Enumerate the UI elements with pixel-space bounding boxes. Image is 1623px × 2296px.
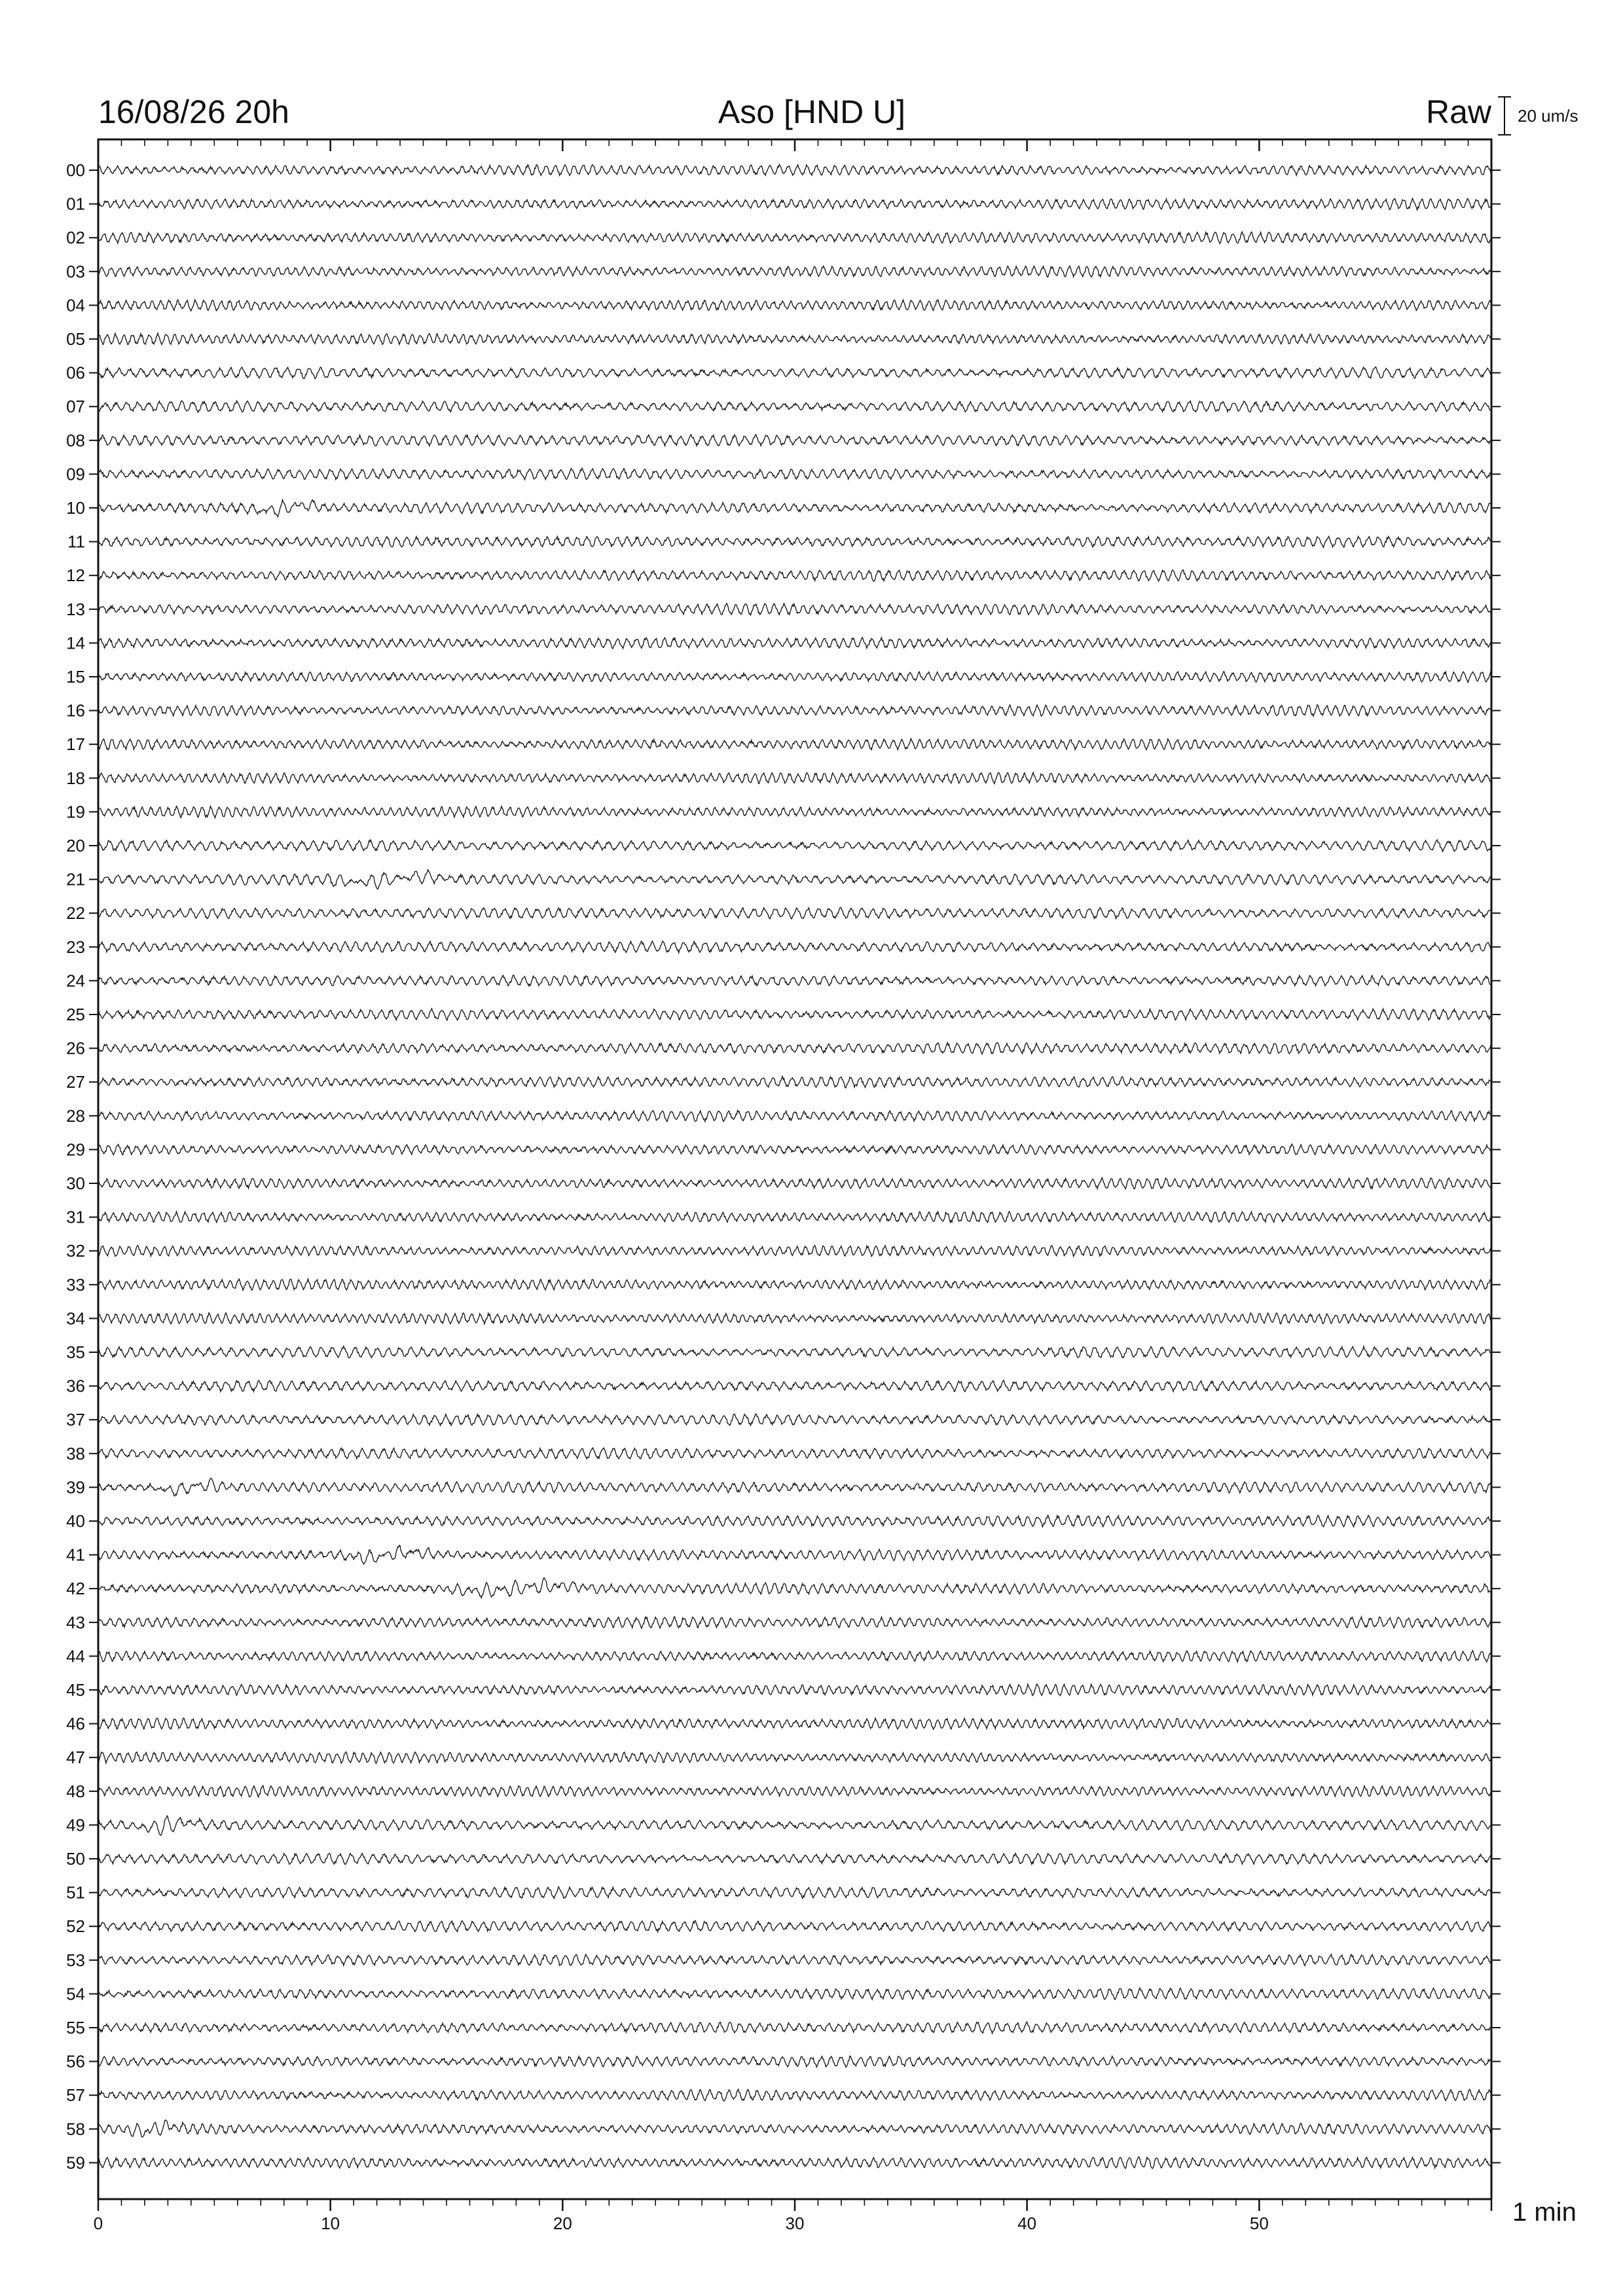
- row-label: 34: [66, 1308, 85, 1329]
- row-label: 41: [66, 1545, 85, 1565]
- trace-line: [98, 1479, 1491, 1496]
- row-label: 06: [66, 363, 85, 383]
- row-label: 48: [66, 1781, 85, 1801]
- row-label: 37: [66, 1410, 85, 1430]
- row-label: 15: [66, 667, 85, 687]
- row-label: 28: [66, 1105, 85, 1126]
- row-label: 27: [66, 1072, 85, 1092]
- row-label: 54: [66, 1984, 85, 2004]
- trace-line: [98, 367, 1491, 379]
- row-label: 52: [66, 1916, 85, 1937]
- trace-line: [98, 537, 1491, 548]
- plot-frame: [98, 139, 1491, 2199]
- trace-line: [98, 1346, 1491, 1358]
- row-label: 14: [66, 633, 85, 653]
- row-label: 59: [66, 2153, 85, 2173]
- trace-line: [98, 1111, 1491, 1122]
- row-label: 23: [66, 937, 85, 957]
- trace-line: [98, 1651, 1491, 1662]
- trace-line: [98, 772, 1491, 783]
- trace-line: [98, 975, 1491, 986]
- trace-line: [98, 1515, 1491, 1527]
- row-label: 20: [66, 836, 85, 855]
- row-label: 56: [66, 2051, 85, 2072]
- trace-line: [98, 739, 1491, 750]
- trace-line: [98, 1718, 1491, 1730]
- trace-line: [98, 1954, 1491, 1965]
- row-label: 10: [66, 498, 85, 518]
- scale-label: 20 um/s: [1518, 106, 1578, 126]
- trace-line: [98, 1144, 1491, 1155]
- row-label: 35: [66, 1342, 85, 1362]
- row-label: 09: [66, 464, 85, 484]
- x-axis: [94, 139, 1491, 2233]
- row-label: 18: [66, 768, 85, 788]
- trace-line: [98, 164, 1491, 175]
- row-label: 47: [66, 1748, 85, 1768]
- trace-line: [98, 1887, 1491, 1899]
- row-label: 55: [66, 2018, 85, 2037]
- row-label: 44: [66, 1646, 85, 1666]
- row-label: 29: [66, 1139, 85, 1160]
- trace-line: [98, 1854, 1491, 1865]
- trace-line: [98, 1545, 1491, 1564]
- row-label: 03: [66, 261, 85, 281]
- row-label: 00: [66, 160, 85, 180]
- trace-line: [98, 1752, 1491, 1764]
- row-label: 25: [66, 1005, 85, 1024]
- x-tick-label: 10: [321, 2214, 340, 2233]
- row-label: 42: [66, 1579, 85, 1599]
- row-label: 01: [66, 194, 85, 214]
- trace-line: [98, 603, 1491, 615]
- mode-label: Raw: [1425, 94, 1491, 130]
- x-tick-label: 0: [93, 2214, 103, 2233]
- row-label: 32: [66, 1241, 85, 1261]
- row-label: 36: [66, 1376, 85, 1396]
- trace-line: [98, 1076, 1491, 1088]
- x-tick-label: 20: [553, 2214, 572, 2233]
- trace-line: [98, 198, 1491, 210]
- x-axis-label: 1 min: [1512, 2198, 1577, 2227]
- row-label: 17: [66, 734, 85, 755]
- row-label: 16: [66, 700, 85, 721]
- trace-line: [98, 806, 1491, 818]
- row-label: 08: [66, 430, 85, 450]
- row-label: 05: [66, 329, 85, 349]
- trace-line: [98, 468, 1491, 480]
- row-label: 22: [66, 903, 85, 924]
- trace-line: [98, 333, 1491, 345]
- row-label-group: [66, 160, 1501, 2172]
- trace-line: [98, 2089, 1491, 2101]
- row-label: 38: [66, 1443, 85, 1463]
- trace-line: [98, 1177, 1491, 1189]
- row-label: 50: [66, 1849, 85, 1869]
- x-tick-label: 40: [1017, 2214, 1037, 2233]
- row-label: 30: [66, 1174, 85, 1193]
- trace-line: [98, 672, 1491, 683]
- row-label: 49: [66, 1815, 85, 1835]
- row-label: 31: [66, 1207, 85, 1227]
- row-label: 39: [66, 1477, 85, 1498]
- row-label: 43: [66, 1612, 85, 1632]
- row-label: 45: [66, 1680, 85, 1700]
- row-label: 07: [66, 397, 85, 417]
- row-label: 19: [66, 802, 85, 822]
- trace-line: [98, 1448, 1491, 1459]
- datetime-label: 16/08/26 20h: [98, 94, 289, 130]
- row-label: 24: [66, 971, 85, 991]
- trace-line: [98, 1578, 1491, 1598]
- trace-line: [98, 907, 1491, 919]
- station-title: Aso [HND U]: [718, 94, 906, 130]
- trace-line: [98, 1785, 1491, 1797]
- trace-line: [98, 300, 1491, 311]
- row-label: 46: [66, 1713, 85, 1734]
- row-label: 40: [66, 1511, 85, 1531]
- x-tick-label: 30: [785, 2214, 805, 2233]
- trace-line: [98, 1988, 1491, 2000]
- scale-bar: [1498, 97, 1511, 135]
- trace-line: [98, 1684, 1491, 1695]
- trace-line: [98, 1816, 1491, 1835]
- trace-line: [98, 840, 1491, 852]
- row-label: 04: [66, 295, 85, 315]
- trace-line: [98, 941, 1491, 953]
- trace-line: [98, 232, 1491, 243]
- trace-line: [98, 2056, 1491, 2067]
- trace-line: [98, 1617, 1491, 1628]
- trace-line: [98, 637, 1491, 649]
- trace-line: [98, 1246, 1491, 1257]
- trace-line: [98, 1211, 1491, 1223]
- trace-group: [98, 164, 1491, 2168]
- trace-line: [98, 870, 1491, 889]
- trace-line: [98, 435, 1491, 446]
- row-label: 58: [66, 2119, 85, 2139]
- row-label: 51: [66, 1882, 85, 1903]
- row-label: 13: [66, 599, 85, 619]
- x-tick-label: 50: [1249, 2214, 1269, 2233]
- trace-line: [98, 1313, 1491, 1324]
- row-label: 33: [66, 1274, 85, 1295]
- trace-line: [98, 1414, 1491, 1426]
- row-label: 12: [66, 565, 85, 586]
- row-label: 02: [66, 228, 85, 248]
- trace-line: [98, 1043, 1491, 1054]
- row-label: 53: [66, 1950, 85, 1970]
- trace-line: [98, 500, 1491, 517]
- trace-line: [98, 2120, 1491, 2137]
- row-label: 21: [66, 869, 85, 889]
- trace-line: [98, 2157, 1491, 2168]
- row-label: 26: [66, 1038, 85, 1058]
- trace-line: [98, 1279, 1491, 1290]
- row-label: 11: [67, 531, 85, 552]
- trace-line: [98, 1009, 1491, 1020]
- trace-line: [98, 1380, 1491, 1391]
- trace-line: [98, 401, 1491, 412]
- trace-line: [98, 705, 1491, 717]
- trace-line: [98, 266, 1491, 277]
- trace-line: [98, 1920, 1491, 1932]
- trace-line: [98, 2022, 1491, 2034]
- trace-line: [98, 570, 1491, 582]
- row-label: 57: [66, 2085, 85, 2106]
